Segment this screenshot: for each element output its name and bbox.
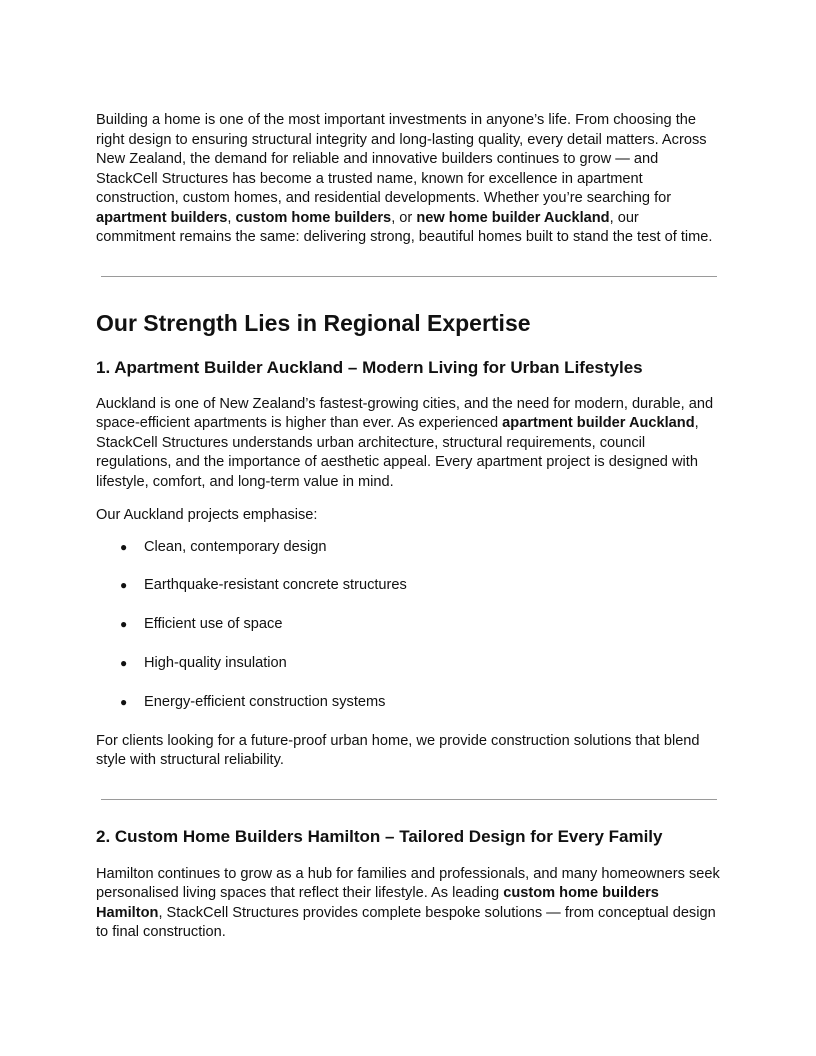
auckland-feature-list	[96, 538, 722, 713]
intro-separator-1: ,	[227, 209, 236, 226]
auckland-text-1: Auckland is one of New Zealand’s fastest-growing cities, and the need for modern, durable, and space-efficient apartments is higher than ever. As experienced	[96, 395, 714, 431]
bullet-icon: ●	[120, 578, 128, 593]
auckland-text-2: , StackCell Structures understands urban architecture, structural requirements, council regulations, and the importance of aesthetic appeal. Every apartment project is designed with lifestyle, comfort, and long-term value in mind.	[96, 415, 699, 490]
horizontal-divider	[101, 799, 717, 800]
bullet-icon: ●	[120, 695, 128, 710]
intro-bold-custom-home-builders: custom home builders	[235, 209, 392, 226]
intro-text-1: Building a home is one of the most important investments in anyone’s life. From choosing the right design to ensuring structural integrity and long-lasting quality, every detail matters. Across New Zealand, the demand for reliable and innovative builders continues to grow — and StackCell Structures has become a trusted name, known for excellence in apartment construction, custom homes, and residential developments. Whether you’re searching for	[96, 112, 707, 206]
bullet-icon: ●	[120, 617, 128, 632]
intro-bold-new-home-builder: new home builder Auckland	[416, 209, 610, 226]
intro-paragraph	[96, 111, 722, 248]
section-title: Our Strength Lies in Regional Expertise	[96, 309, 531, 336]
list-item-text: Energy-efficient construction systems	[144, 694, 386, 711]
list-item-text: Earthquake-resistant concrete structures	[144, 577, 407, 594]
hamilton-bold-custom-home-builders: custom home builders Hamilton	[96, 885, 659, 921]
list-item	[96, 576, 722, 596]
list-item	[96, 538, 722, 558]
hamilton-heading: 2. Custom Home Builders Hamilton – Tailored Design for Every Family	[96, 826, 663, 846]
intro-separator-2: , or	[391, 209, 417, 226]
auckland-bold-apartment-builder: apartment builder Auckland	[502, 415, 695, 431]
intro-bold-apartment-builders: apartment builders	[96, 209, 228, 226]
list-item	[96, 615, 722, 635]
intro-text-2: , our commitment remains the same: delivering strong, beautiful homes built to stand the test of time.	[96, 209, 713, 245]
auckland-paragraph	[96, 395, 722, 493]
bullet-icon: ●	[120, 656, 128, 671]
list-item-text: High-quality insulation	[144, 655, 287, 672]
document-page	[96, 111, 722, 943]
hamilton-paragraph	[96, 865, 722, 943]
list-item-text: Efficient use of space	[144, 616, 283, 633]
auckland-heading: 1. Apartment Builder Auckland – Modern Living for Urban Lifestyles	[96, 357, 643, 377]
bullet-icon: ●	[120, 539, 128, 554]
hamilton-text-1: Hamilton continues to grow as a hub for families and professionals, and many homeowners seek personalised living spaces that reflect their lifestyle. As leading	[96, 865, 720, 902]
auckland-emphasis-intro: Our Auckland projects emphasise:	[96, 507, 318, 523]
auckland-closing-paragraph: For clients looking for a future-proof urban home, we provide construction solutions that blend style with structural reliability.	[96, 732, 700, 769]
list-item-text: Clean, contemporary design	[144, 538, 327, 555]
list-item	[96, 654, 722, 674]
hamilton-text-2: , StackCell Structures provides complete bespoke solutions — from conceptual design to final construction.	[96, 904, 716, 941]
list-item	[96, 693, 722, 713]
horizontal-divider	[101, 276, 717, 277]
